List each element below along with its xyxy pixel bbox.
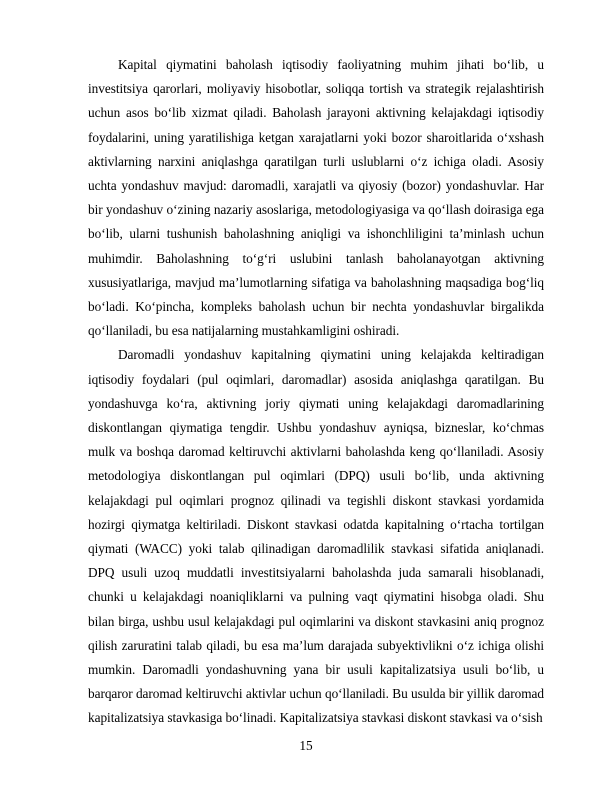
document-body (88, 53, 544, 731)
paragraph-capital-valuation-intro: Kapital qiymatini baholash iqtisodiy faoliyatning muhim jihati boʻlib, u investitsiya qarorlari, moliyaviy hisobotlar, soliqqa tortish va strategik rejalashtirish uchun asos boʻlib xizmat qiladi. Baholash jarayoni aktivning kelajakdagi iqtisodiy foydalarini, uning yaratilishiga ketgan xarajatlarni yoki bozor sharoitlarida oʻxshash aktivlarning narxini aniqlashga qaratilgan turli uslublarni oʻz ichiga oladi. Asosiy uchta yondashuv mavjud: daromadli, xarajatli va qiyosiy (bozor) yondashuvlar. Har bir yondashuv oʻzining nazariy asoslariga, metodologiyasiga va qoʻllash doirasiga ega boʻlib, ularni tushunish baholashning aniqligi va ishonchliligini taʼminlash uchun muhimdir. Baholashning toʻgʻri uslubini tanlash baholanayotgan aktivning xususiyatlariga, mavjud maʼlumotlarning sifatiga va baholashning maqsadiga bogʻliq boʻladi. Koʻpincha, kompleks baholash uchun bir nechta yondashuvlar birgalikda qoʻllaniladi, bu esa natijalarning mustahkamligini oshiradi. (88, 57, 544, 339)
page-number: 15 (299, 738, 313, 753)
paragraph-income-approach: Daromadli yondashuv kapitalning qiymatini uning kelajakda keltiradigan iqtisodiy foydalari (pul oqimlari, daromadlar) asosida aniqlashga qaratilgan. Bu yondashuvga koʻra, aktivning joriy qiymati uning kelajakdagi daromadlarining diskontlangan qiymatiga tengdir. Ushbu yondashuv ayniqsa, bizneslar, koʻchmas mulk va boshqa daromad keltiruvchi aktivlarni baholashda keng qoʻllaniladi. Asosiy metodologiya diskontlangan pul oqimlari (DPQ) usuli boʻlib, unda aktivning kelajakdagi pul oqimlari prognoz qilinadi va tegishli diskont stavkasi yordamida hozirgi qiymatga keltiriladi. Diskont stavkasi odatda kapitalning oʻrtacha tortilgan qiymati (WACC) yoki talab qilinadigan daromadlilik stavkasi sifatida aniqlanadi. DPQ usuli uzoq muddatli investitsiyalarni baholashda juda samarali hisoblanadi, chunki u kelajakdagi noaniqliklarni va pulning vaqt qiymatini hisobga oladi. Shu bilan birga, ushbu usul kelajakdagi pul oqimlarini va diskont stavkasini aniq prognoz qilish zaruratini talab qiladi, bu esa maʼlum darajada subyektivlikni oʻz ichiga olishi mumkin. Daromadli yondashuvning yana bir usuli kapitalizatsiya usuli boʻlib, u barqaror daromad keltiruvchi aktivlar uchun qoʻllaniladi. Bu usulda bir yillik daromad kapitalizatsiya stavkasiga boʻlinadi. Kapitalizatsiya stavkasi diskont stavkasi va oʻsish (88, 347, 544, 726)
